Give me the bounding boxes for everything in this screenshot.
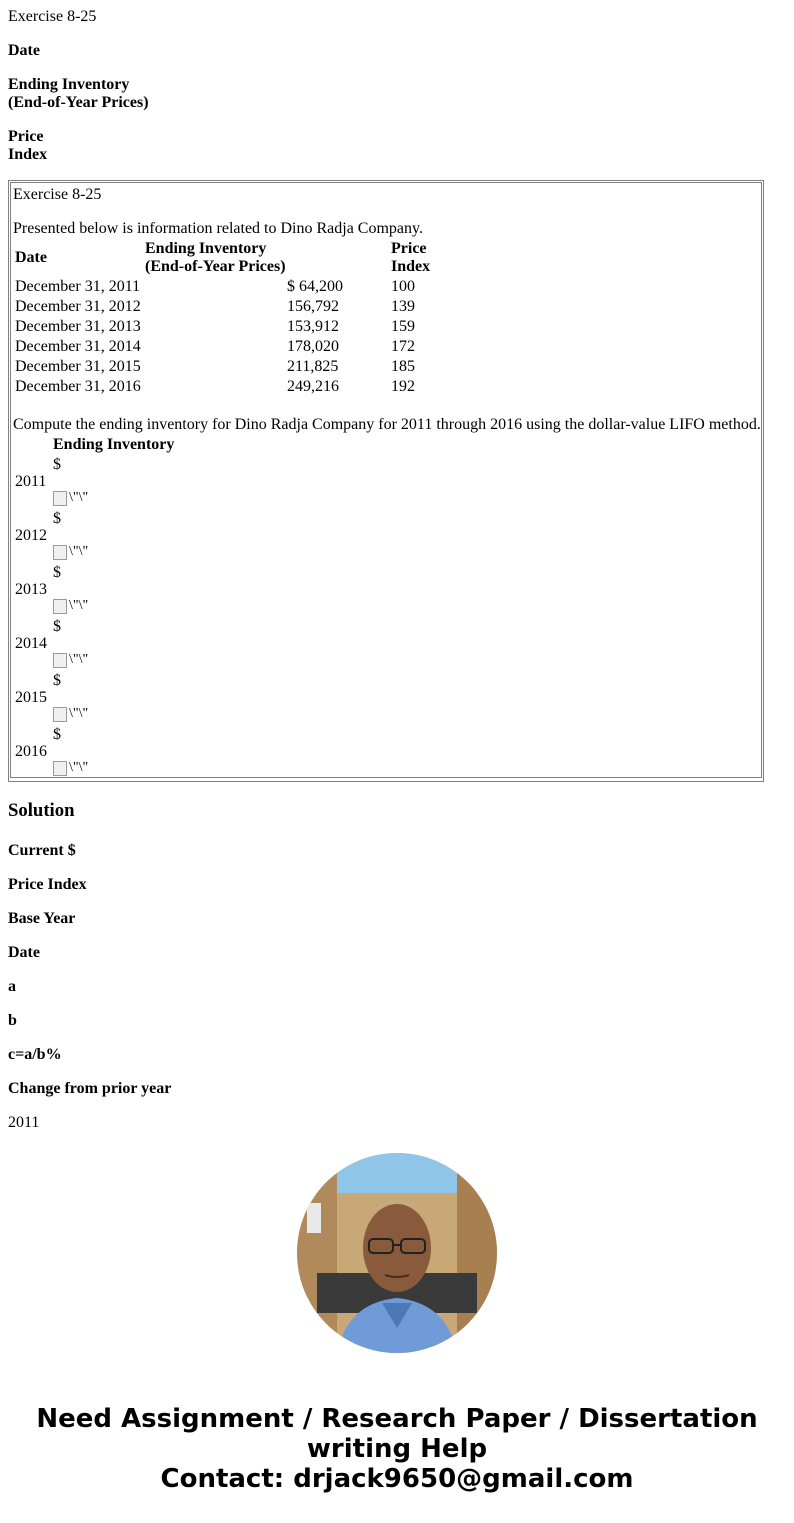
table-header-row <box>15 240 431 276</box>
row-date: December 31, 2015 <box>15 358 141 375</box>
th-price-index: Price Index <box>391 240 431 275</box>
answer-cell[interactable] <box>53 618 174 670</box>
answer-year: 2014 <box>15 635 47 652</box>
answer-year: 2012 <box>15 527 47 544</box>
row-index: 192 <box>391 378 415 395</box>
solution-item: b <box>8 1012 17 1029</box>
row-index: 100 <box>391 278 415 295</box>
footer-contact <box>0 1404 794 1494</box>
problem-box <box>8 180 764 782</box>
solution-item: Base Year <box>8 910 76 927</box>
row-amount: 153,912 <box>287 318 339 335</box>
footer-line-1: Need Assignment / Research Paper / Dissertation <box>36 1404 758 1434</box>
author-portrait-icon <box>297 1153 497 1353</box>
exercise-label: Exercise 8-25 <box>8 8 97 25</box>
header-ending-inventory: Ending Inventory (End-of-Year Prices) <box>8 76 149 111</box>
answer-row <box>15 564 174 616</box>
author-avatar <box>297 1153 497 1353</box>
footer-contact-email: Contact: drjack9650@gmail.com <box>160 1464 634 1494</box>
answer-row <box>15 618 174 670</box>
row-amount: $ 64,200 <box>287 278 343 295</box>
currency-symbol: $ <box>53 618 61 635</box>
currency-symbol: $ <box>53 564 61 581</box>
row-index: 139 <box>391 298 415 315</box>
problem-intro: Presented below is information related to Dino Radja Company. <box>13 220 423 237</box>
answer-header-row <box>15 436 174 454</box>
answer-cell[interactable] <box>53 510 174 562</box>
row-amount: 156,792 <box>287 298 339 315</box>
answer-table <box>13 434 176 780</box>
solution-item: c=a/b% <box>8 1046 62 1063</box>
row-amount: 211,825 <box>287 358 339 375</box>
table-row <box>15 278 431 296</box>
th-date: Date <box>15 249 47 266</box>
table-row <box>15 338 431 356</box>
table-row <box>15 358 431 376</box>
row-date: December 31, 2013 <box>15 318 141 335</box>
row-date: December 31, 2014 <box>15 338 141 355</box>
answer-cell[interactable] <box>53 672 174 724</box>
row-date: December 31, 2011 <box>15 278 141 295</box>
table-row <box>15 378 431 396</box>
answer-year: 2016 <box>15 743 47 760</box>
currency-symbol: $ <box>53 726 61 743</box>
broken-image-icon: \"\" <box>53 598 88 614</box>
table-row <box>15 318 431 336</box>
row-date: December 31, 2016 <box>15 378 141 395</box>
row-amount: 178,020 <box>287 338 339 355</box>
broken-image-icon: \"\" <box>53 652 88 668</box>
table-row <box>15 298 431 316</box>
answer-year: 2011 <box>15 473 47 490</box>
th-answer-ending-inventory: Ending Inventory <box>53 436 175 453</box>
answer-cell[interactable] <box>53 456 174 508</box>
answer-cell[interactable] <box>53 564 174 616</box>
page-header <box>8 8 786 164</box>
row-index: 172 <box>391 338 415 355</box>
row-index: 185 <box>391 358 415 375</box>
problem-inner-box <box>10 182 762 778</box>
broken-image-icon: \"\" <box>53 706 88 722</box>
answer-row <box>15 510 174 562</box>
answer-row <box>15 726 174 778</box>
answer-cell[interactable] <box>53 726 174 778</box>
currency-symbol: $ <box>53 672 61 689</box>
answer-row <box>15 672 174 724</box>
solution-item: Date <box>8 944 40 961</box>
answer-year: 2015 <box>15 689 47 706</box>
broken-image-icon: \"\" <box>53 760 88 776</box>
solution-item: Current $ <box>8 842 76 859</box>
header-price-index: Price Index <box>8 128 48 163</box>
broken-image-icon: \"\" <box>53 544 88 560</box>
compute-instruction: Compute the ending inventory for Dino Radja Company for 2011 through 2016 using the dollar-value LIFO method. <box>13 416 761 433</box>
footer-line-2: writing Help <box>306 1434 488 1464</box>
solution-item: Price Index <box>8 876 87 893</box>
solution-clipped-row: 2011 <box>8 1114 40 1131</box>
broken-image-icon: \"\" <box>53 490 88 506</box>
row-date: December 31, 2012 <box>15 298 141 315</box>
currency-symbol: $ <box>53 456 61 473</box>
inventory-table <box>13 238 433 398</box>
solution-items <box>8 842 171 1114</box>
solution-item: a <box>8 978 16 995</box>
solution-heading: Solution <box>8 800 75 821</box>
row-amount: 249,216 <box>287 378 339 395</box>
answer-year: 2013 <box>15 581 47 598</box>
row-index: 159 <box>391 318 415 335</box>
solution-item: Change from prior year <box>8 1080 172 1097</box>
th-ending-inventory: Ending Inventory (End-of-Year Prices) <box>145 240 286 275</box>
problem-title: Exercise 8-25 <box>13 186 102 203</box>
answer-row <box>15 456 174 508</box>
header-date: Date <box>8 42 40 59</box>
currency-symbol: $ <box>53 510 61 527</box>
